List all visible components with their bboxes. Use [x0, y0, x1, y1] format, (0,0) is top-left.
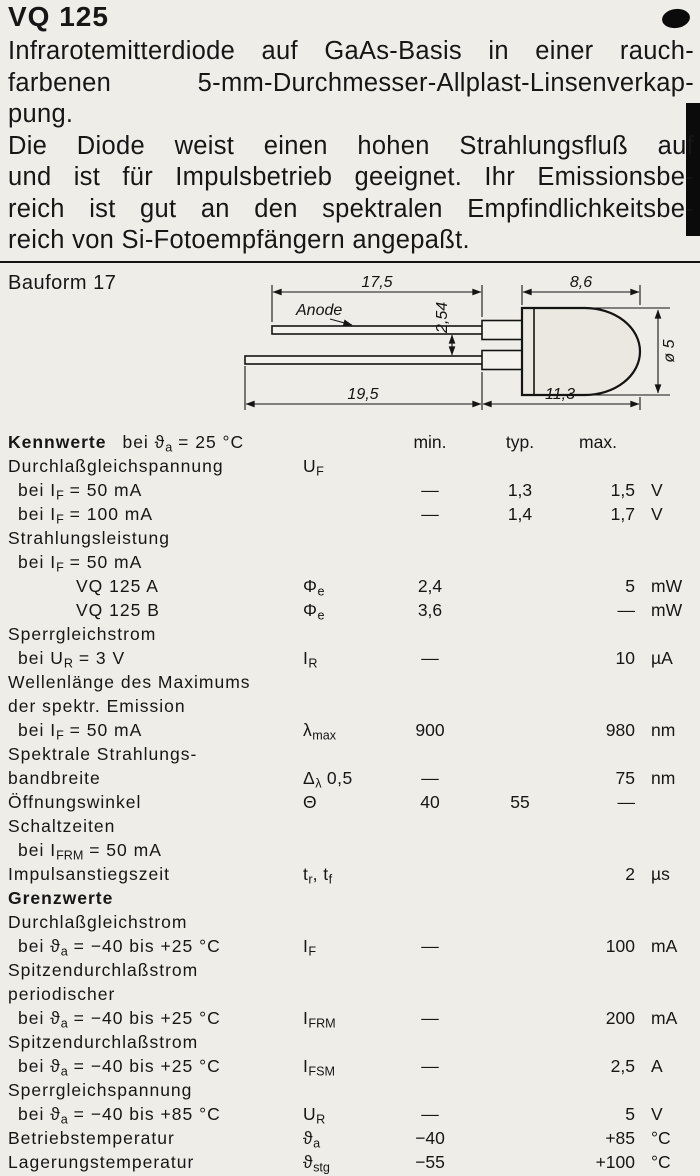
row-label: bei $ϑ_a = -40$ bis +25 °C — [18, 936, 221, 959]
row-min: — — [421, 1008, 439, 1028]
row-label: bei $ϑ_a = -40$ bis +25 °C — [18, 1056, 221, 1079]
row-max: 2 — [625, 864, 635, 884]
row-label: Sperrgleichspannung — [8, 1080, 193, 1100]
row-min: — — [421, 648, 439, 668]
row-typ — [475, 742, 565, 766]
row-label: VQ 125 B — [76, 600, 160, 620]
table-row — [0, 910, 700, 934]
row-symbol — [295, 958, 385, 982]
row-max — [565, 814, 645, 838]
row-max: 2,5 — [610, 1056, 635, 1076]
row-typ — [475, 910, 565, 934]
row-typ — [475, 886, 565, 910]
cathode-lead — [245, 356, 484, 364]
row-typ — [475, 622, 565, 646]
row-label: Spektrale Strahlungs- — [8, 744, 198, 764]
row-unit — [645, 790, 700, 814]
kennwerte-heading: Kennwerte — [8, 432, 107, 452]
row-max — [565, 958, 645, 982]
row-label: Durchlaßgleichstrom — [8, 912, 188, 932]
row-typ — [475, 1078, 565, 1102]
table-row — [0, 838, 700, 862]
anode-label: Anode — [296, 302, 343, 319]
table-header — [0, 430, 700, 454]
paragraph-line: Die Diode weist einen hohen Strahlungsfluß auf — [8, 131, 694, 160]
row-unit: V — [651, 480, 663, 500]
row-max — [565, 982, 645, 1006]
table-row — [0, 646, 700, 670]
row-label: periodischer — [8, 984, 116, 1004]
table-row — [0, 454, 700, 478]
row-label: bei $I_F = 50$ mA — [18, 552, 143, 575]
row-label: Betriebstemperatur — [8, 1128, 175, 1148]
row-max: — — [617, 600, 635, 620]
row-min: −55 — [415, 1152, 445, 1172]
row-typ — [475, 694, 565, 718]
table-row — [0, 1030, 700, 1054]
row-min — [385, 1078, 475, 1102]
row-max: 5 — [625, 576, 635, 596]
dim-label-lead-length-bottom: 19,5 — [347, 386, 379, 403]
row-max: — — [617, 792, 635, 812]
row-min: 900 — [415, 720, 445, 740]
table-row — [0, 790, 700, 814]
row-unit — [645, 886, 700, 910]
row-unit: mW — [651, 600, 683, 620]
row-max: 75 — [615, 768, 635, 788]
row-min — [385, 886, 475, 910]
dim-label-body-total-length: 11,3 — [545, 386, 575, 403]
row-symbol — [295, 526, 385, 550]
row-typ — [475, 982, 565, 1006]
table-row — [0, 502, 700, 526]
column-header-min: min. — [413, 432, 447, 452]
row-max: 100 — [605, 936, 635, 956]
package-outline-drawing — [0, 266, 700, 426]
row-unit: nm — [651, 720, 676, 740]
table-row — [0, 814, 700, 838]
row-max — [565, 910, 645, 934]
row-unit — [645, 1030, 700, 1054]
row-max: 200 — [605, 1008, 635, 1028]
row-symbol — [295, 982, 385, 1006]
row-symbol — [295, 1030, 385, 1054]
row-max: +85 — [605, 1128, 635, 1148]
row-min: — — [421, 768, 439, 788]
row-label: VQ 125 A — [76, 576, 159, 596]
row-unit: µA — [651, 648, 673, 668]
row-symbol — [295, 742, 385, 766]
row-symbol — [295, 670, 385, 694]
row-max — [565, 1030, 645, 1054]
row-unit: µs — [651, 864, 670, 884]
paragraph-line: pung. — [8, 100, 74, 128]
row-min: — — [421, 1056, 439, 1076]
anode-lead-tab — [482, 321, 522, 340]
row-typ: 55 — [510, 792, 530, 812]
row-label: bei $I_F = 100$ mA — [18, 504, 154, 527]
table-row — [0, 934, 700, 958]
row-symbol: $\Phi_e$ — [303, 576, 325, 599]
dim-label-lead-pitch: 2,54 — [434, 301, 451, 333]
table-condition: bei $ϑ_a = 25$ °C — [122, 432, 245, 455]
row-label: Strahlungsleistung — [8, 528, 170, 548]
table-row — [0, 718, 700, 742]
row-label: der spektr. Emission — [8, 696, 186, 716]
table-row — [0, 1006, 700, 1030]
row-unit: °C — [651, 1128, 671, 1148]
paragraph-line: und ist für Impulsbetrieb geeignet. Ihr Emissionsbe- — [8, 163, 694, 191]
table-row — [0, 670, 700, 694]
table-row — [0, 694, 700, 718]
row-label: Spitzendurchlaßstrom — [8, 960, 199, 980]
row-typ — [475, 814, 565, 838]
paragraph-line: reich ist gut an den spektralen Empfindlichkeitsbe- — [8, 194, 694, 223]
paragraph-line: reich von Si-Fotoempfängern angepaßt. — [8, 226, 470, 254]
row-symbol: $I_R$ — [303, 648, 318, 671]
row-min — [385, 910, 475, 934]
row-unit: nm — [651, 768, 676, 788]
row-label: Öffnungswinkel — [8, 792, 142, 812]
row-typ — [475, 1030, 565, 1054]
dim-label-diameter: ø 5 — [661, 339, 678, 363]
row-symbol: $ϑ_a$ — [303, 1128, 321, 1151]
table-row — [0, 742, 700, 766]
row-min: — — [421, 480, 439, 500]
row-min: — — [421, 936, 439, 956]
row-min — [385, 526, 475, 550]
row-max — [565, 622, 645, 646]
row-max — [565, 526, 645, 550]
cathode-lead-tab — [482, 351, 522, 370]
scan-artifact-dot — [661, 7, 691, 30]
row-min — [385, 742, 475, 766]
row-max: 1,7 — [610, 504, 635, 524]
table-row — [0, 1102, 700, 1126]
row-max: 1,5 — [610, 480, 635, 500]
row-min: 2,4 — [417, 576, 443, 596]
row-unit — [645, 982, 700, 1006]
table-row — [0, 478, 700, 502]
row-min: — — [421, 1104, 439, 1124]
row-max: 5 — [625, 1104, 635, 1124]
row-max: 10 — [615, 648, 635, 668]
row-symbol — [295, 814, 385, 838]
dim-label-lead-length-top: 17,5 — [361, 274, 393, 291]
paragraph-line: farbenen 5-mm-Durchmesser-Allplast-Linsenverkap- — [8, 68, 694, 97]
row-label: bei $I_F = 50$ mA — [18, 480, 143, 503]
row-label: Grenzwerte — [8, 888, 114, 908]
row-min: −40 — [415, 1128, 445, 1148]
dim-label-body-length: 8,6 — [569, 274, 593, 291]
row-label: Impulsanstiegszeit — [8, 864, 170, 884]
row-unit: °C — [651, 1152, 671, 1172]
row-typ — [475, 526, 565, 550]
table-row — [0, 886, 700, 910]
bauform-label: Bauform 17 — [8, 272, 117, 294]
table-row — [0, 1150, 700, 1174]
row-unit — [645, 958, 700, 982]
table-row — [0, 982, 700, 1006]
row-unit — [645, 526, 700, 550]
row-unit: V — [651, 1104, 663, 1124]
row-symbol: $I_{FRM}$ — [303, 1008, 336, 1031]
row-typ — [475, 670, 565, 694]
anode-lead — [272, 326, 484, 334]
row-unit: A — [651, 1056, 663, 1076]
row-label: Durchlaßgleichspannung — [8, 456, 224, 476]
row-unit — [645, 694, 700, 718]
row-typ: 1,4 — [507, 504, 533, 524]
row-unit — [645, 670, 700, 694]
row-min — [385, 814, 475, 838]
row-unit — [645, 910, 700, 934]
row-max: +100 — [595, 1152, 635, 1172]
row-max — [565, 670, 645, 694]
row-min — [385, 694, 475, 718]
row-label: bei $U_R = 3$ V — [18, 648, 126, 671]
row-typ — [475, 958, 565, 982]
table-row — [0, 1054, 700, 1078]
row-min: 40 — [420, 792, 440, 812]
row-label: bei $I_F = 50$ mA — [18, 720, 143, 743]
row-symbol: Θ — [303, 792, 318, 812]
row-unit — [645, 1078, 700, 1102]
row-max — [565, 742, 645, 766]
row-label: Wellenlänge des Maximums — [8, 672, 251, 692]
row-symbol — [295, 694, 385, 718]
row-unit: mA — [651, 1008, 678, 1028]
row-unit — [645, 742, 700, 766]
page-title: VQ 125 — [8, 1, 109, 32]
row-symbol — [295, 886, 385, 910]
row-typ — [475, 1150, 565, 1176]
row-symbol: $\Delta_\lambda$ 0,5 — [303, 768, 353, 791]
row-max — [565, 1078, 645, 1102]
row-min — [385, 958, 475, 982]
row-symbol: $U_F$ — [303, 456, 324, 479]
row-label: bandbreite — [8, 768, 101, 788]
row-label: Schaltzeiten — [8, 816, 116, 836]
intro-text — [8, 36, 694, 257]
row-min — [385, 622, 475, 646]
column-header-max: max. — [579, 432, 617, 452]
row-min — [385, 982, 475, 1006]
table-row — [0, 574, 700, 598]
section-divider — [0, 261, 700, 263]
table-row — [0, 958, 700, 982]
table-row — [0, 622, 700, 646]
row-symbol: $\Phi_e$ — [303, 600, 325, 623]
row-max — [565, 694, 645, 718]
row-min: — — [421, 504, 439, 524]
row-unit: V — [651, 504, 663, 524]
row-label: bei $ϑ_a = -40$ bis +25 °C — [18, 1008, 221, 1031]
table-row — [0, 1126, 700, 1150]
table-row — [0, 550, 700, 574]
row-label: Sperrgleichstrom — [8, 624, 157, 644]
row-unit — [645, 814, 700, 838]
row-symbol: $I_{FSM}$ — [303, 1056, 335, 1079]
row-symbol: $t_r$, $t_f$ — [303, 864, 333, 887]
row-min — [385, 1030, 475, 1054]
table-row — [0, 862, 700, 886]
row-label: bei $ϑ_a = -40$ bis +85 °C — [18, 1104, 221, 1127]
table-row — [0, 598, 700, 622]
row-label: Lagerungstemperatur — [8, 1152, 195, 1172]
paragraph-line: Infrarotemitterdiode auf GaAs-Basis in einer rauch- — [8, 37, 694, 65]
table-row — [0, 766, 700, 790]
row-symbol: $\lambda_{max}$ — [303, 720, 337, 743]
row-symbol: $ϑ_{stg}$ — [303, 1152, 330, 1175]
row-typ: 1,3 — [507, 480, 533, 500]
row-unit — [645, 622, 700, 646]
row-max: 980 — [605, 720, 635, 740]
row-symbol — [295, 910, 385, 934]
column-header-typ: typ. — [505, 432, 535, 452]
table-body — [0, 454, 700, 1174]
table-row — [0, 1078, 700, 1102]
row-symbol: $I_F$ — [303, 936, 317, 959]
row-symbol — [295, 622, 385, 646]
row-symbol — [295, 1078, 385, 1102]
row-unit: mA — [651, 936, 678, 956]
led-body — [522, 308, 640, 395]
row-symbol: $U_R$ — [303, 1104, 326, 1127]
table-row — [0, 526, 700, 550]
row-unit: mW — [651, 576, 683, 596]
row-min: 3,6 — [417, 600, 443, 620]
row-max — [565, 886, 645, 910]
row-label: Spitzendurchlaßstrom — [8, 1032, 199, 1052]
row-label: bei $I_{FRM} = 50$ mA — [18, 840, 162, 863]
row-min — [385, 670, 475, 694]
